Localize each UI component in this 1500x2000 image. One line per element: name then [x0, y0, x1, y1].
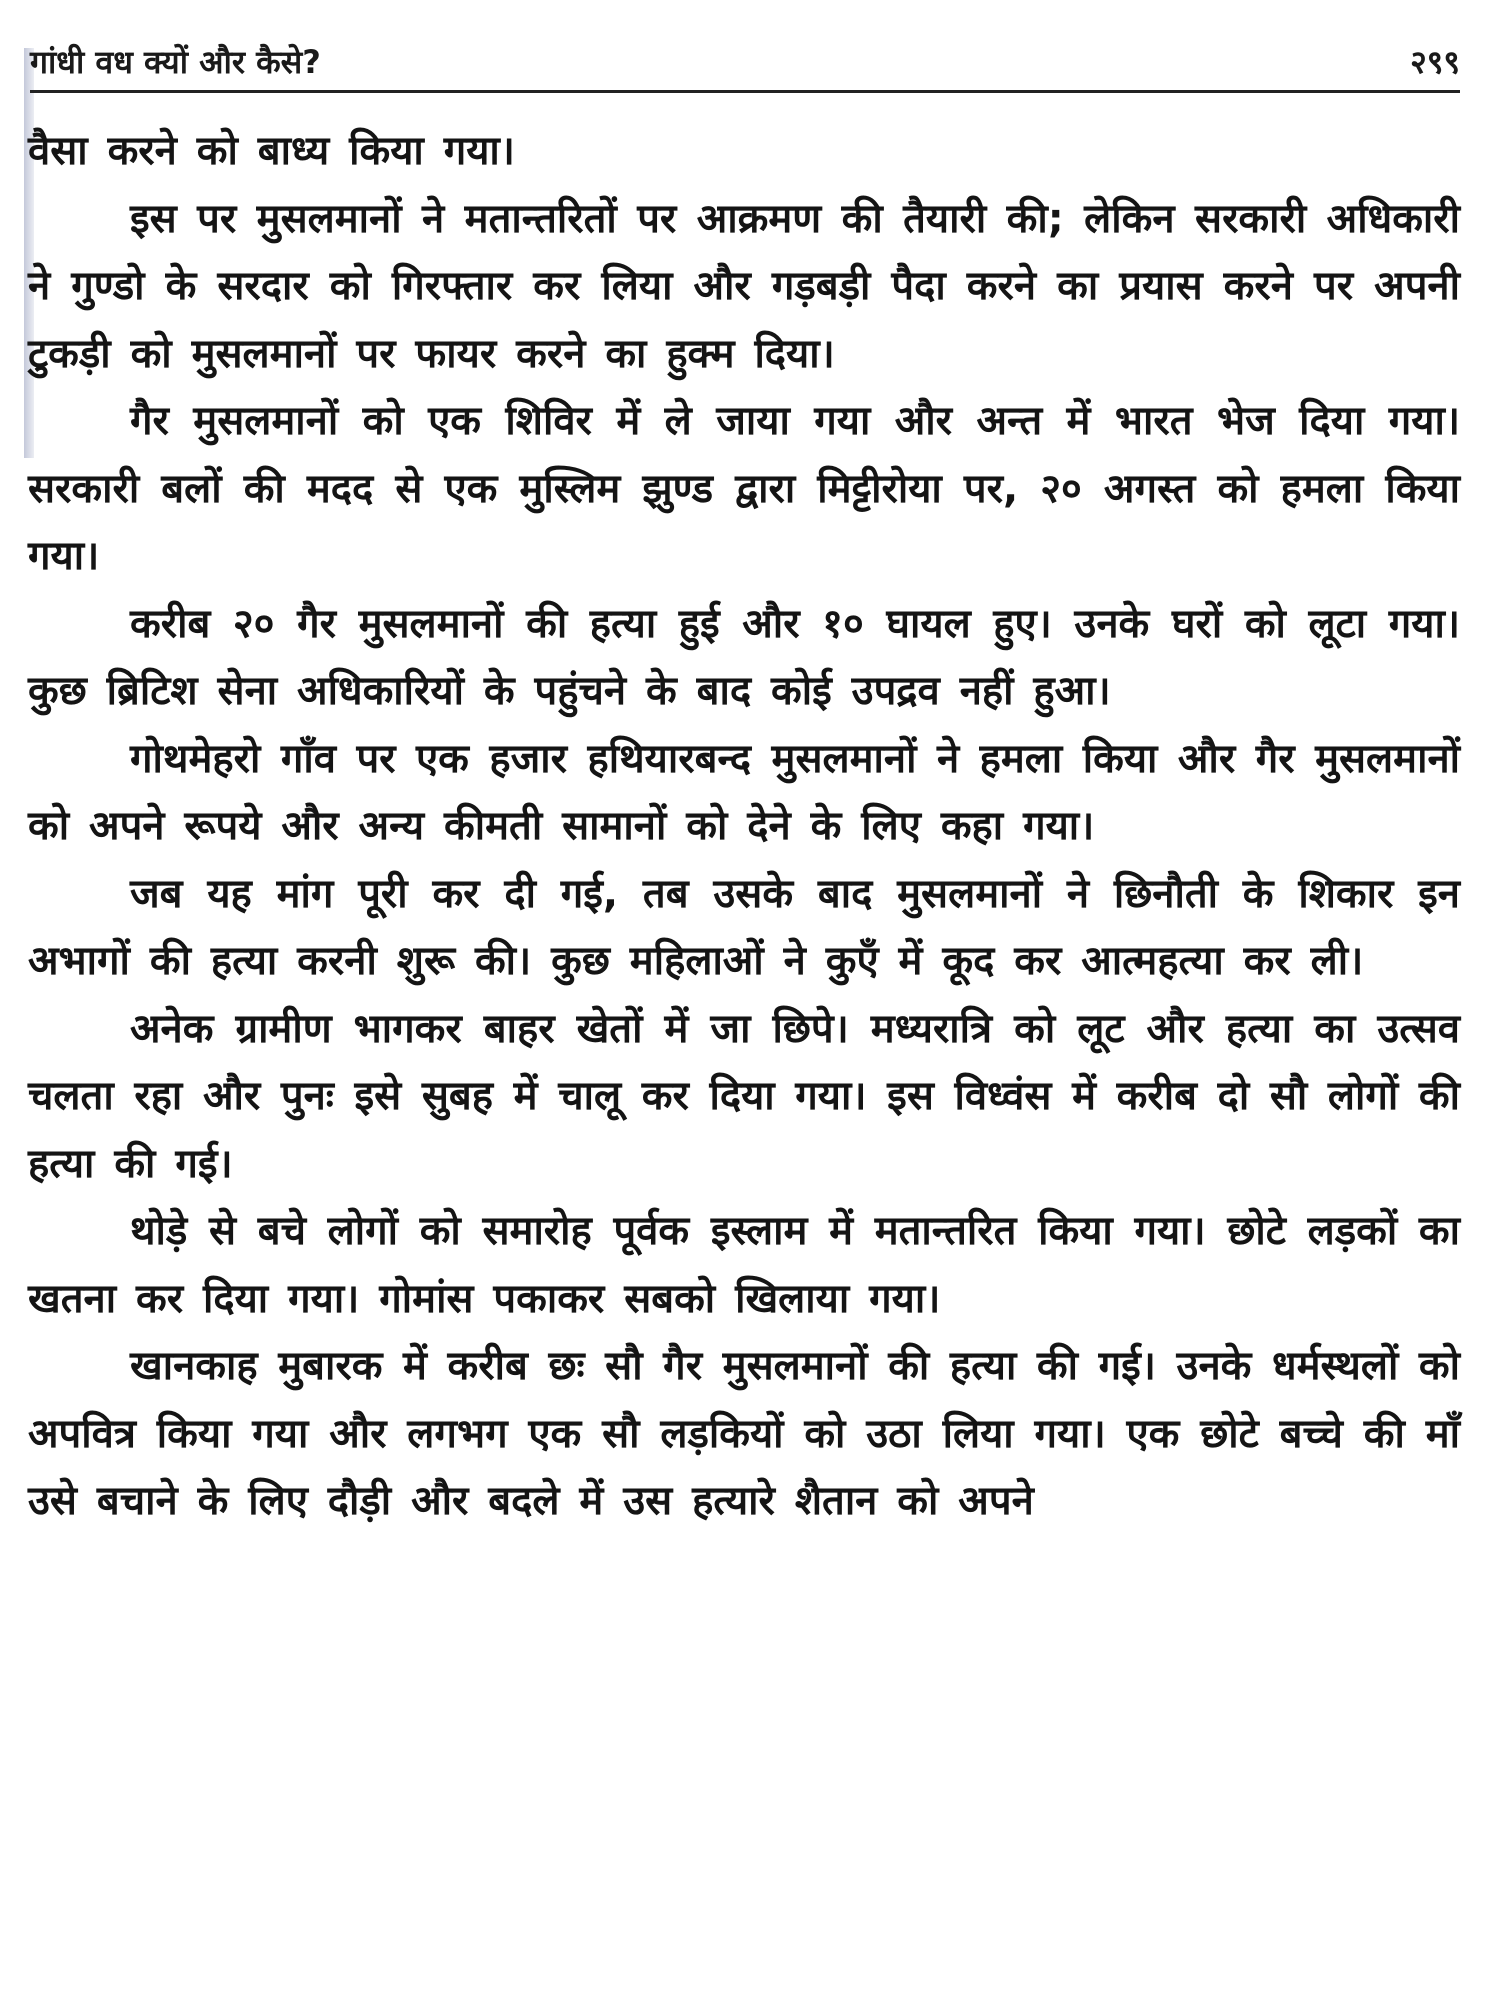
- paragraph: खानकाह मुबारक में करीब छः सौ गैर मुसलमानों की हत्या की गई। उनके धर्मस्थलों को अपवित्र किया गया और लगभग एक सौ लड़कियों को उठा लिया गया। एक छोटे बच्चे की माँ उसे बचाने के लिए दौड़ी और बदले में उस हत्यारे शैतान को अपने: [28, 1343, 1460, 1524]
- paragraph: करीब २० गैर मुसलमानों की हत्या हुई और १० घायल हुए। उनके घरों को लूटा गया। कुछ ब्रिटिश सेना अधिकारियों के पहुंचने के बाद कोई उपद्रव नहीं हुआ।: [28, 600, 1460, 714]
- running-header-title: गांधी वध क्यों और कैसे?: [30, 43, 321, 81]
- paragraph: इस पर मुसलमानों ने मतान्तरितों पर आक्रमण की तैयारी की; लेकिन सरकारी अधिकारी ने गुण्डो के सरदार को गिरफ्तार कर लिया और गड़बड़ी पैदा करने का प्रयास करने पर अपनी टुकड़ी को मुसलमानों पर फायर करने का हुक्म दिया।: [28, 195, 1460, 377]
- page-number: २९९: [1410, 43, 1460, 81]
- paragraph: गैर मुसलमानों को एक शिविर में ले जाया गया और अन्त में भारत भेज दिया गया। सरकारी बलों की मदद से एक मुस्लिम झुण्ड द्वारा मिट्टीरोया पर, २० अगस्त को हमला किया गया।: [28, 398, 1460, 579]
- paragraph: अनेक ग्रामीण भागकर बाहर खेतों में जा छिपे। मध्यरात्रि को लूट और हत्या का उत्सव चलता रहा और पुनः इसे सुबह में चालू कर दिया गया। इस विध्वंस में करीब दो सौ लोगों की हत्या की गई।: [28, 1005, 1460, 1187]
- paragraph: थोड़े से बचे लोगों को समारोह पूर्वक इस्लाम में मतान्तरित किया गया। छोटे लड़कों का खतना कर दिया गया। गोमांस पकाकर सबको खिलाया गया।: [28, 1208, 1460, 1322]
- body-text: [28, 118, 1460, 1536]
- paragraph: जब यह मांग पूरी कर दी गई, तब उसके बाद मुसलमानों ने छिनौती के शिकार इन अभागों की हत्या करनी शुरू की। कुछ महिलाओं ने कुएँ में कूद कर आत्महत्या कर ली।: [28, 870, 1460, 984]
- paragraph: गोथमेहरो गाँव पर एक हजार हथियारबन्द मुसलमानों ने हमला किया और गैर मुसलमानों को अपने रूपये और अन्य कीमती सामानों को देने के लिए कहा गया।: [28, 735, 1460, 849]
- running-header: [30, 38, 1460, 93]
- paragraph-continuation: वैसा करने को बाध्य किया गया।: [28, 128, 515, 174]
